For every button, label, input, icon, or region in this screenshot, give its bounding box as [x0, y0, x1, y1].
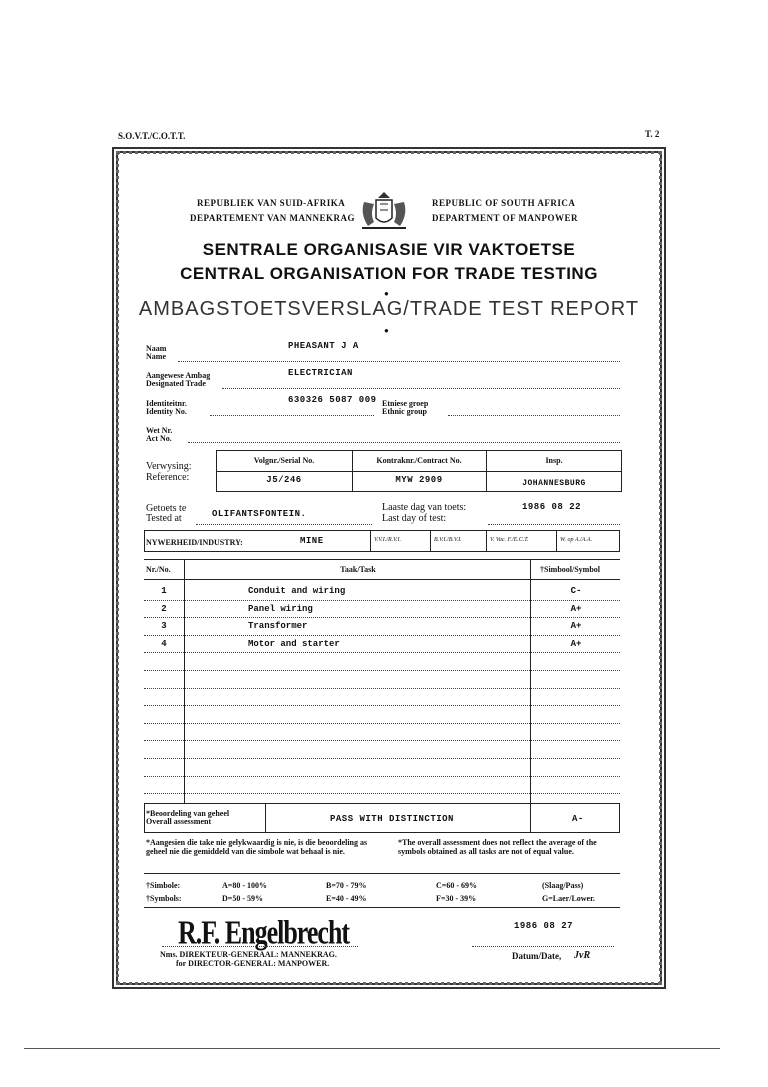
- task-row-nr: 1: [161, 586, 167, 596]
- task-row-task: Transformer: [248, 621, 308, 632]
- af-republic: REPUBLIEK VAN SUID-AFRIKA: [197, 198, 346, 208]
- date-label: Datum/Date,: [512, 951, 562, 961]
- tested-at-line: [196, 524, 372, 525]
- coat-of-arms-icon: [356, 188, 412, 234]
- act-line: [188, 442, 620, 443]
- task-row-symbol: A+: [570, 603, 582, 614]
- industry-col-4: W. op A./A.A.: [560, 537, 593, 543]
- symbol-pass: (Slaag/Pass): [542, 881, 584, 890]
- task-row-nr: 2: [161, 603, 167, 614]
- task-row-task: Conduit and wiring: [248, 586, 346, 596]
- task-row-symbol: A+: [570, 621, 582, 632]
- name-label-af: Naam: [146, 344, 167, 353]
- page-bottom-rule: [24, 1048, 720, 1049]
- overall-symbol: A-: [572, 814, 584, 824]
- signer-af: Nms. DIREKTEUR-GENERAAL: MANNEKRAG.: [160, 950, 337, 959]
- page-code: T. 2: [645, 129, 660, 139]
- task-row-line: [144, 617, 620, 618]
- symbol-d: D=50 - 59%: [222, 894, 263, 903]
- symbol-b: B=70 - 79%: [326, 881, 367, 890]
- id-label-en: Identity No.: [146, 407, 187, 416]
- serial-header: Volgnr./Serial No.: [253, 456, 315, 465]
- last-day-label-af: Laaste dag van toets:: [382, 502, 467, 513]
- task-row-line: [144, 652, 620, 653]
- task-row-line: [144, 758, 620, 759]
- task-row-symbol: A+: [570, 638, 582, 649]
- task-row-line: [144, 688, 620, 689]
- task-row-line: [144, 740, 620, 741]
- id-line: [210, 415, 374, 416]
- symbol-e: E=40 - 49%: [326, 894, 367, 903]
- last-day-line: [488, 524, 620, 525]
- contract-header: Kontraknr./Contract No.: [376, 456, 462, 465]
- task-row-line: [144, 705, 620, 706]
- ethnic-line: [448, 415, 620, 416]
- symbols-label-en: †Symbols:: [146, 894, 182, 903]
- tested-at-label-en: Tested at: [146, 513, 182, 524]
- serial-value: J5/246: [266, 475, 302, 485]
- name-value: PHEASANT J A: [288, 341, 359, 351]
- task-row-nr: 4: [161, 638, 167, 649]
- last-day-value: 1986 08 22: [522, 502, 582, 512]
- industry-label: NYWERHEID/INDUSTRY:: [146, 538, 243, 547]
- trade-line: [222, 388, 620, 389]
- last-day-label-en: Last day of test:: [382, 513, 447, 524]
- note-afrikaans: *Aangesien die take nie gelykwaardig is nie, is die beoordeling as geheel nie die gemiddeld van die simbole wat behaal is nie.: [146, 838, 368, 856]
- ethnic-label-en: Ethnic group: [382, 407, 427, 416]
- id-label-af: Identiteitnr.: [146, 399, 187, 408]
- af-department: DEPARTEMENT VAN MANNEKRAG: [190, 213, 356, 223]
- symbol-a: A=80 - 100%: [222, 881, 267, 890]
- act-label-af: Wet Nr.: [146, 426, 173, 435]
- note-english: *The overall assessment does not reflect the average of the symbols obtained as all tasks are not of equal value.: [398, 838, 597, 856]
- bullet-icon: ●: [384, 289, 389, 298]
- task-col-task: Taak/Task: [340, 565, 376, 574]
- task-row-task: Motor and starter: [248, 638, 340, 649]
- industry-col-1: V.V.I./R.V.I.: [374, 537, 402, 543]
- signer-en: for DIRECTOR-GENERAL: MANPOWER.: [176, 959, 330, 968]
- trade-label-en: Designated Trade: [146, 379, 206, 388]
- initials: JvR: [574, 950, 591, 961]
- task-col-symbol: †Simbool/Symbol: [540, 565, 601, 574]
- title-english: CENTRAL ORGANISATION FOR TRADE TESTING: [180, 264, 598, 283]
- contract-value: MYW 2909: [395, 475, 443, 485]
- reference-label-af: Verwysing:: [146, 461, 192, 472]
- industry-col-3: V. Vac. F./E.C.T.: [490, 537, 529, 543]
- id-value: 630326 5087 009: [288, 395, 377, 405]
- ethnic-label-af: Etniese groep: [382, 399, 429, 408]
- title-afrikaans: SENTRALE ORGANISASIE VIR VAKTOETSE: [202, 240, 576, 259]
- task-row-symbol: C-: [570, 586, 582, 596]
- task-row-task: Panel wiring: [248, 603, 313, 614]
- overall-label-en: Overall assessment: [146, 817, 212, 826]
- en-department: DEPARTMENT OF MANPOWER: [432, 213, 579, 223]
- task-row-line: [144, 793, 620, 794]
- task-row-line: [144, 600, 620, 601]
- report-title: AMBAGSTOETSVERSLAG/TRADE TEST REPORT: [138, 298, 640, 320]
- task-row-line: [144, 670, 620, 671]
- trade-label-af: Aangewese Ambag: [146, 371, 211, 380]
- task-row-line: [144, 635, 620, 636]
- signature: R.F. Engelbrecht: [178, 913, 350, 952]
- name-label-en: Name: [146, 352, 166, 361]
- task-row-line: [144, 776, 620, 777]
- task-row-line: [144, 723, 620, 724]
- reference-label-en: Reference:: [146, 472, 190, 483]
- tested-at-label-af: Getoets te: [146, 503, 187, 514]
- overall-value: PASS WITH DISTINCTION: [330, 814, 454, 824]
- insp-value: JOHANNESBURG: [522, 479, 586, 488]
- symbol-g: G=Laer/Lower.: [542, 894, 595, 903]
- en-republic: REPUBLIC OF SOUTH AFRICA: [432, 198, 576, 208]
- industry-value: MINE: [300, 536, 324, 546]
- task-row-nr: 3: [161, 621, 167, 632]
- symbol-f: F=30 - 39%: [436, 894, 477, 903]
- form-code: S.O.V.T./C.O.T.T.: [118, 131, 186, 141]
- tested-at-value: OLIFANTSFONTEIN.: [212, 509, 307, 519]
- industry-col-2: B.V.I./B.V.I.: [434, 537, 462, 543]
- signature-date: 1986 08 27: [514, 921, 574, 931]
- task-col-nr: Nr./No.: [146, 565, 171, 574]
- symbols-label-af: †Simbole:: [146, 881, 181, 890]
- name-line: [178, 361, 620, 362]
- trade-value: ELECTRICIAN: [288, 368, 353, 378]
- act-label-en: Act No.: [146, 434, 172, 443]
- bullet-icon: ●: [384, 326, 389, 335]
- overall-label-af: *Beoordeling van geheel: [146, 809, 230, 818]
- insp-header: Insp.: [545, 456, 563, 465]
- symbol-c: C=60 - 69%: [436, 881, 477, 890]
